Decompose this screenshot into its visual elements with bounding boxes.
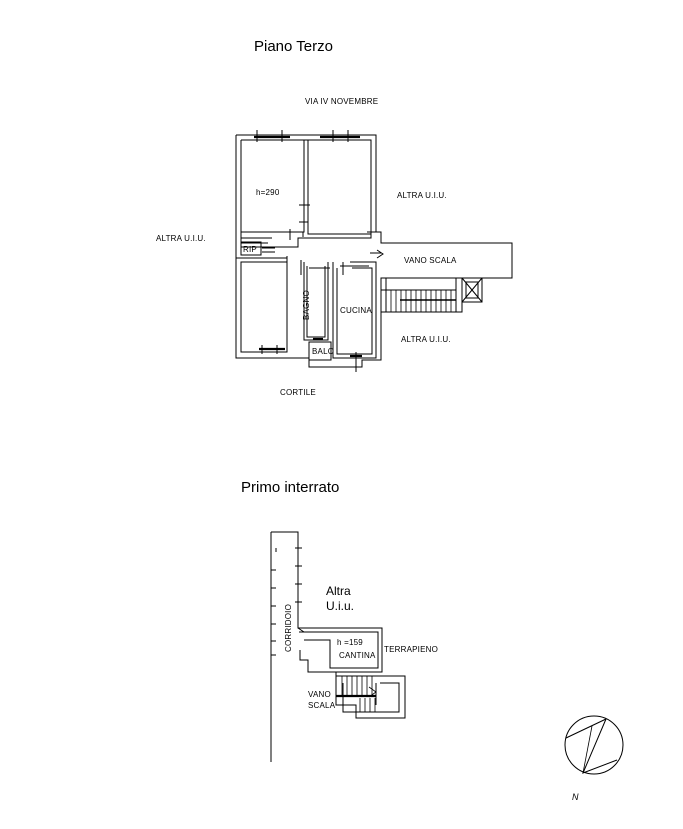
- label-stair-top: VANO SCALA: [404, 256, 457, 265]
- label-cortile: CORTILE: [280, 388, 316, 397]
- label-other-unit-lower-right: ALTRA U.I.U.: [401, 335, 451, 344]
- label-other-unit-left: ALTRA U.I.U.: [156, 234, 206, 243]
- label-stair-line1: VANO: [308, 690, 331, 699]
- label-cantina: CANTINA: [339, 651, 376, 660]
- label-rip: RIP: [243, 245, 257, 254]
- label-cucina: CUCINA: [340, 306, 372, 315]
- label-street: VIA IV NOVEMBRE: [305, 97, 379, 106]
- label-terrapieno: TERRAPIENO: [384, 645, 439, 654]
- label-cellar-height: h =159: [337, 638, 363, 647]
- label-bagno: BAGNO: [302, 290, 311, 320]
- north-symbol: N: [572, 792, 579, 802]
- label-other-unit-line1: Altra: [326, 584, 351, 598]
- label-corridor: CORRIDOIO: [284, 603, 293, 652]
- label-stair-line2: SCALA: [308, 701, 336, 710]
- label-other-unit-line2: U.i.u.: [326, 599, 355, 613]
- plan-title-basement: Primo interrato: [241, 479, 340, 496]
- label-room-height: h=290: [256, 188, 280, 197]
- label-other-unit-right: ALTRA U.I.U.: [397, 191, 447, 200]
- label-balc: BALC: [312, 347, 334, 356]
- plan-title-third-floor: Piano Terzo: [254, 38, 333, 55]
